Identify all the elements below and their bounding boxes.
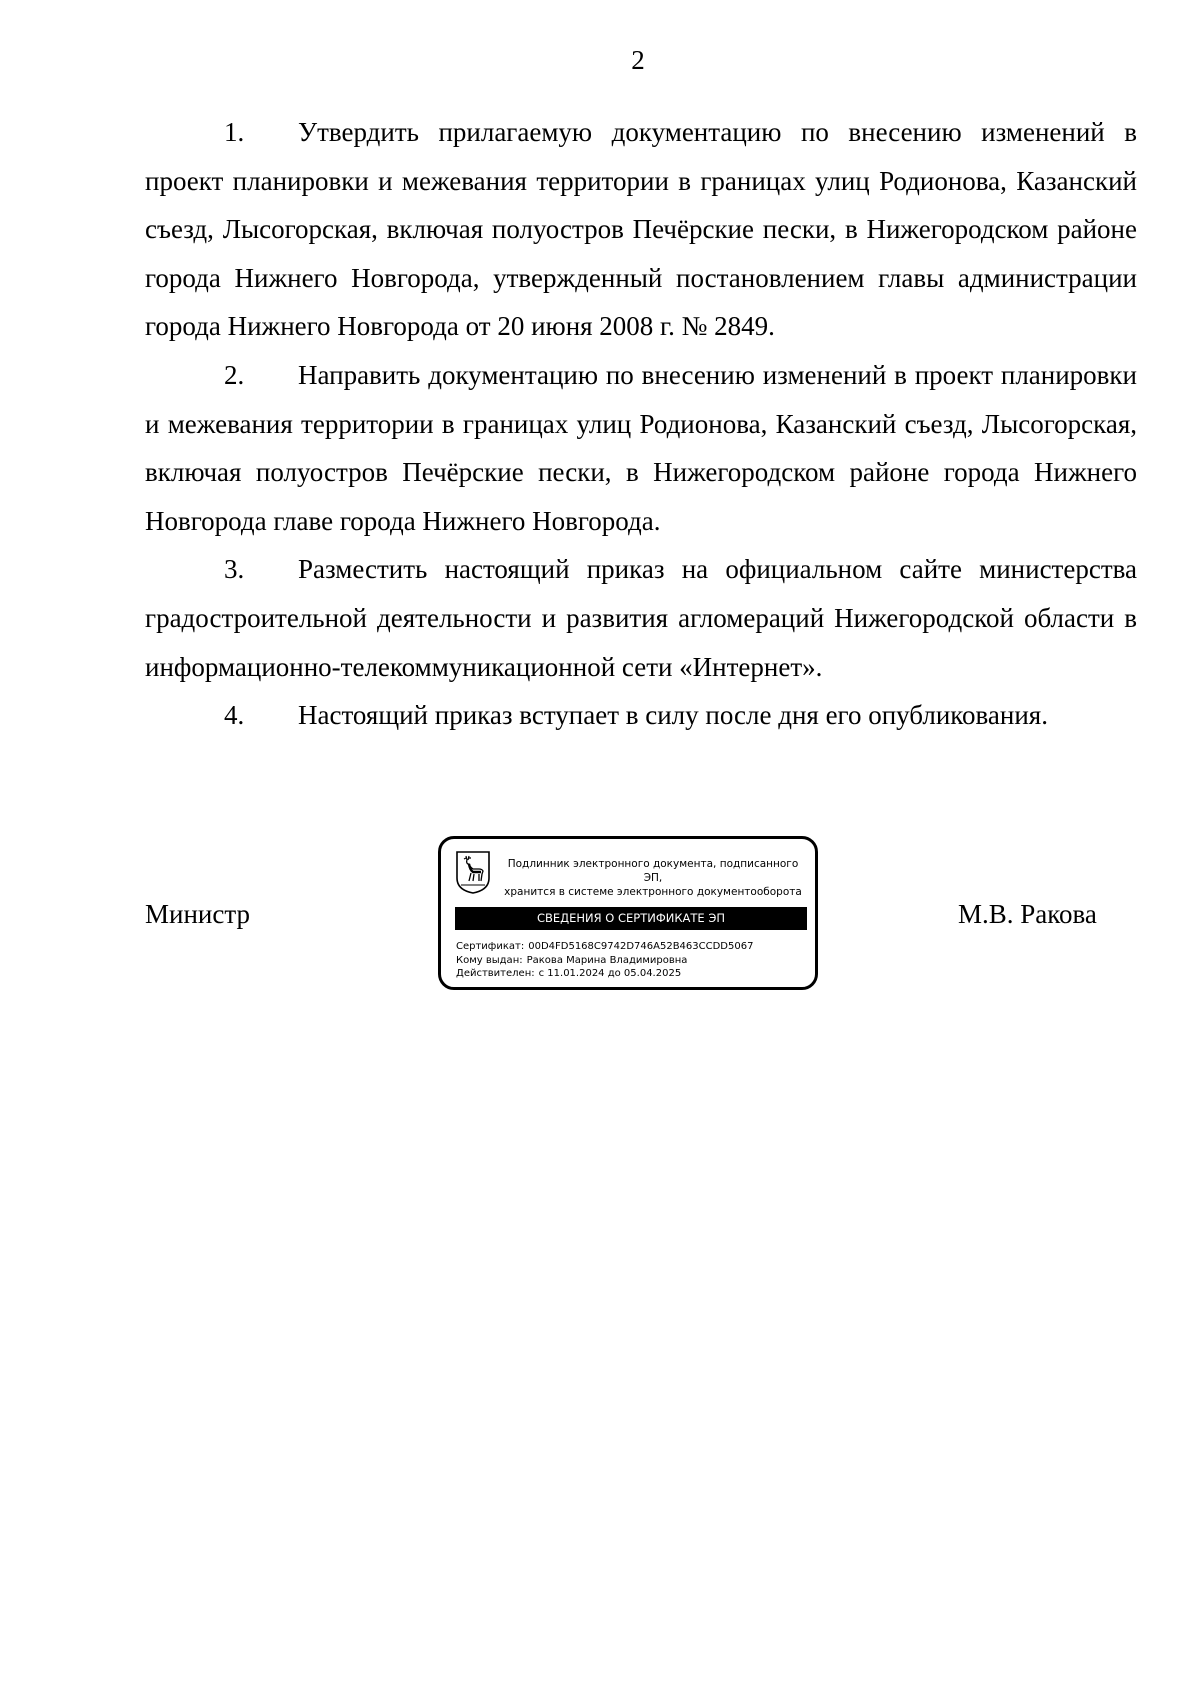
item-number: 1. [224, 117, 245, 147]
certificate-details [456, 940, 753, 981]
electronic-signature-stamp [438, 836, 818, 990]
item-number: 2. [224, 359, 245, 390]
signatory-name: М.В. Ракова [958, 899, 1097, 929]
validity-value: с 11.01.2024 до 05.04.2025 [538, 968, 682, 979]
issued-to-label: Кому выдан: [456, 954, 523, 966]
item-text: Утвердить прилагаемую документацию по внесению изменений в проект планировки и межевания территории в границах улиц Родионова, Казанский съезд, Лысогорская, включая полуостров Печёрские пески, в Нижегородском районе города Нижнего Новгорода, утвержденный постановлением главы администрации города Нижнего Новгорода от 20 июня 2008 г. № 2849. [145, 117, 1137, 342]
item-text: Разместить настоящий приказ на официальном сайте министерства градостроительной деятельности и развития агломераций Нижегородской области в информационно-телекоммуникационной сети «Интернет». [145, 554, 1137, 682]
stamp-header-line: Подлинник электронного документа, подписанного ЭП, [507, 858, 799, 884]
signatory-title: Министр [145, 899, 250, 929]
order-item-1 [145, 108, 1137, 351]
stamp-header-line: хранится в системе электронного документооборота [504, 886, 802, 898]
issued-to-line [456, 954, 753, 968]
order-item-2 [145, 351, 1137, 545]
issued-to-value: Ракова Марина Владимировна [526, 954, 688, 966]
order-item-4 [145, 691, 1137, 740]
item-text: Настоящий приказ вступает в силу после дня его опубликования. [298, 700, 1048, 731]
item-number: 4. [224, 700, 245, 731]
certificate-line [456, 940, 753, 954]
certificate-value: 00D4FD5168C9742D746A52B463CCDD5067 [528, 941, 754, 952]
order-item-3 [145, 545, 1137, 691]
validity-line [456, 967, 753, 981]
page-number: 2 [631, 45, 645, 75]
certificate-label: Сертификат: [456, 941, 525, 952]
order-body [145, 108, 1137, 740]
stamp-header [497, 857, 809, 899]
nizhny-novgorod-deer-emblem-icon [455, 850, 491, 894]
validity-label: Действителен: [456, 968, 535, 979]
item-number: 3. [224, 554, 245, 585]
item-text: Направить документацию по внесению изменений в проект планировки и межевания территории в границах улиц Родионова, Казанский съезд, Лысогорская, включая полуостров Печёрские пески, в Нижегородском районе города Нижнего Новгорода главе города Нижнего Новгорода. [145, 359, 1137, 536]
certificate-info-bar: СВЕДЕНИЯ О СЕРТИФИКАТЕ ЭП [455, 907, 807, 930]
